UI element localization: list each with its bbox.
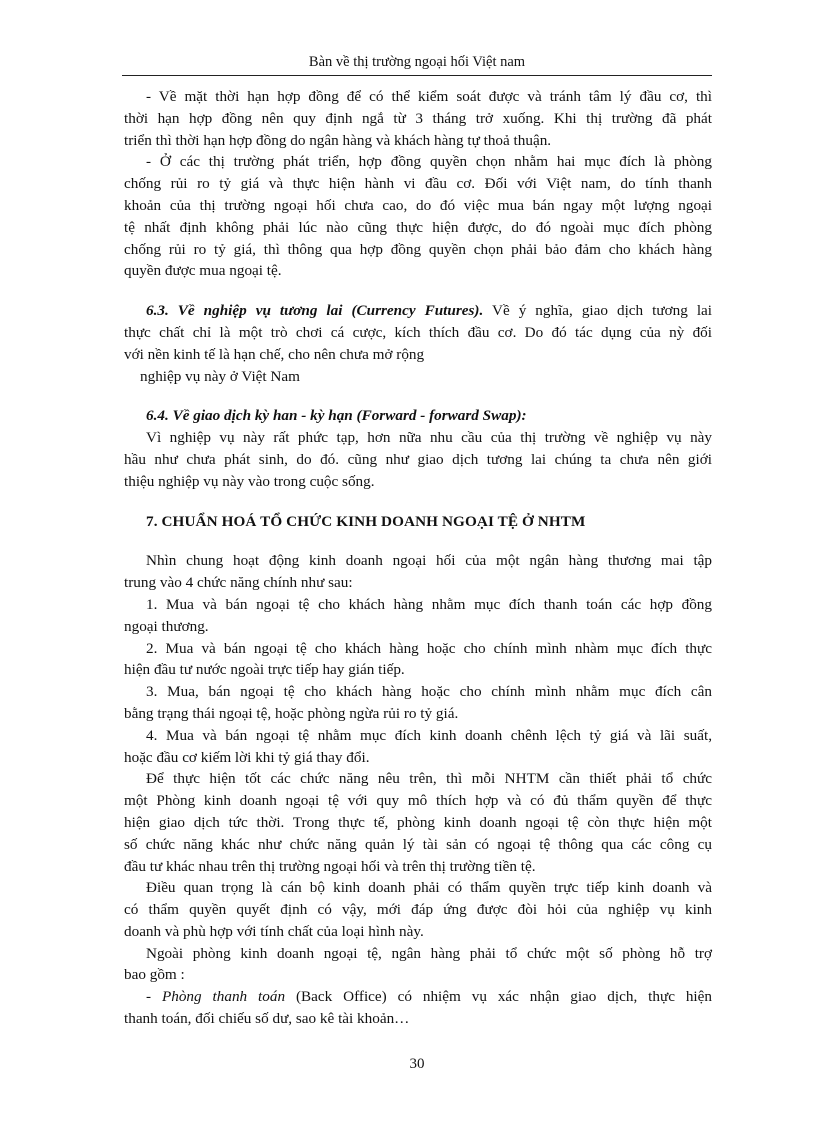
list-item-2 [124,638,712,682]
text-line: 3. Mua, bán ngoại tệ cho khách hàng hoặc cho chính mình nhằm mục đích cân [146,683,712,701]
text-line: có thẩm quyền quyết định có vậy, mới đáp ứng được đòi hỏi của nghiệp vụ kinh [124,901,712,919]
section-6-4-heading: 6.4. Về giao dịch kỳ han - kỳ hạn (Forward - forward Swap): [146,407,527,425]
list-item-1 [124,594,712,638]
text-line: triển thì thời hạn hợp đồng do ngân hàng và khách hàng tự thoả thuận. [124,131,552,149]
text-line: hiện giao dịch tức thời. Trong thực tế, phòng kinh doanh ngoại tệ còn thực hiện một [124,813,712,831]
text-line: bằng trạng thái ngoại tệ, hoặc phòng ngừa rủi ro tỷ giá. [124,704,459,722]
text-line: doanh và phù hợp với tính chất của loại hình này. [124,922,424,940]
paragraph-besides [124,943,712,987]
text-line: với nền kinh tế là hạn chế, cho nên chưa mở rộng [124,345,425,363]
text-line: một Phòng kinh doanh ngoại tệ với quy mô thích hợp và có đủ thẩm quyền để thực [124,792,712,810]
section-6-3-heading: 6.3. Về nghiệp vụ tương lai (Currency Futures). [146,302,484,320]
text-line: đầu tư khác nhau trên thị trường ngoại hối và trên thị trường tiền tệ. [124,857,536,875]
back-office-desc: (Back Office) có nhiệm vụ xác nhận giao dịch, thực hiện [285,988,712,1006]
section-6-3 [124,300,712,387]
text-line: ngoại thương. [124,617,209,635]
section-7-heading: 7. CHUẨN HOÁ TỔ CHỨC KINH DOANH NGOẠI TỆ Ở NHTM [146,512,586,530]
paragraph-options [124,151,712,282]
text-line: nghiệp vụ này ở Việt Nam [140,367,300,385]
paragraph-perform [124,768,712,877]
text-line: trung vào 4 chức năng chính như sau: [124,574,353,592]
paragraph-important [124,877,712,942]
text-line: Điều quan trọng là cán bộ kinh doanh phải có thẩm quyền trực tiếp kinh doanh và [146,879,712,897]
text-line: bao gồm : [124,966,185,984]
running-header: Bàn về thị trường ngoại hối Việt nam [308,54,526,70]
text-line: hoặc đầu cơ kiếm lời khi tỷ giá thay đổi. [124,748,370,766]
text-line: 4. Mua và bán ngoại tệ nhằm mục đích kinh doanh chênh lệch tỷ giá và lãi suất, [146,726,712,744]
text-line: thực chất chỉ là một trò chơi cá cược, kích thích đầu cơ. Do đó tác dụng của nỳ đối [124,323,712,341]
header-rule [122,75,712,76]
paragraph-contract-term [124,86,712,151]
back-office-term: Phòng thanh toán [161,988,286,1006]
text-line: Ngoài phòng kinh doanh ngoại tệ, ngân hàng phải tổ chức một số phòng hỗ trợ [146,944,712,962]
dash-prefix: - [146,988,162,1006]
list-item-4 [124,725,712,769]
paragraph-back-office [124,986,712,1030]
text-line: Vì nghiệp vụ này rất phức tạp, hơn nữa nhu cầu của thị trường về nghiệp vụ này [146,429,712,447]
text-line [146,986,712,1008]
text-line: chống rủi ro tỷ giá, thì thông qua hợp đồng quyền chọn phải bảo đảm cho khách hàng [124,240,712,258]
text-line: 1. Mua và bán ngoại tệ cho khách hàng nhằm mục đích thanh toán các hợp đồng [146,595,712,613]
text-line: hầu như chưa phát sinh, do đó. cũng như giao dịch tương lai chúng ta chưa nên giới [124,450,712,468]
text-line: chống rủi ro tỷ giá và thực hiện hành vi đầu cơ. Đối với Việt nam, do tính thanh [124,175,712,193]
text-line: 2. Mua và bán ngoại tệ cho khách hàng hoặc cho chính mình nhàm mục đích thực [146,639,712,657]
text-line [146,300,712,322]
text-line: khoản của thị trường ngoại hối chưa cao, do đó việc mua bán ngay một lượng ngoại [124,196,712,214]
text-line: số chức năng khác như chức năng quản lý tài sản có ngoại tệ thông qua các công cụ [124,835,712,853]
page-number: 30 [409,1056,425,1072]
text-line: tệ nhất định không phải lúc nào cũng thực hiện được, do đó ngoài mục đích phòng [124,218,712,236]
list-item-3 [124,681,712,725]
page-body [124,86,712,1030]
section-6-3-lead: Về ý nghĩa, giao dịch tương lai [483,302,712,320]
paragraph-intro [124,550,712,594]
text-line: Nhìn chung hoạt động kinh doanh ngoại hối của một ngân hàng thương mai tập [146,552,712,570]
text-line: thanh toán, đối chiếu số dư, sao kê tài khoản… [124,1010,410,1028]
text-line: - Ở các thị trường phát triển, hợp đồng quyền chọn nhằm hai mục đích là phòng [146,153,712,171]
text-line: - Về mặt thời hạn hợp đồng để có thể kiểm soát được và tránh tâm lý đầu cơ, thì [146,88,712,105]
text-line: thời hạn hợp đồng nên quy định ngắ từ 3 tháng trở xuống. Khi thị trường đã phát [124,109,712,127]
text-line: hiện đầu tư nước ngoài trực tiếp hay gián tiếp. [124,661,405,679]
section-6-4 [124,405,712,492]
text-line: thiệu nghiệp vụ này vào trong cuộc sống. [124,472,375,490]
text-line: quyền được mua ngoại tệ. [124,262,282,280]
section-7-heading-block [146,511,712,533]
text-line: Để thực hiện tốt các chức năng nêu trên, thì mỗi NHTM cần thiết phải tổ chức [146,770,712,788]
